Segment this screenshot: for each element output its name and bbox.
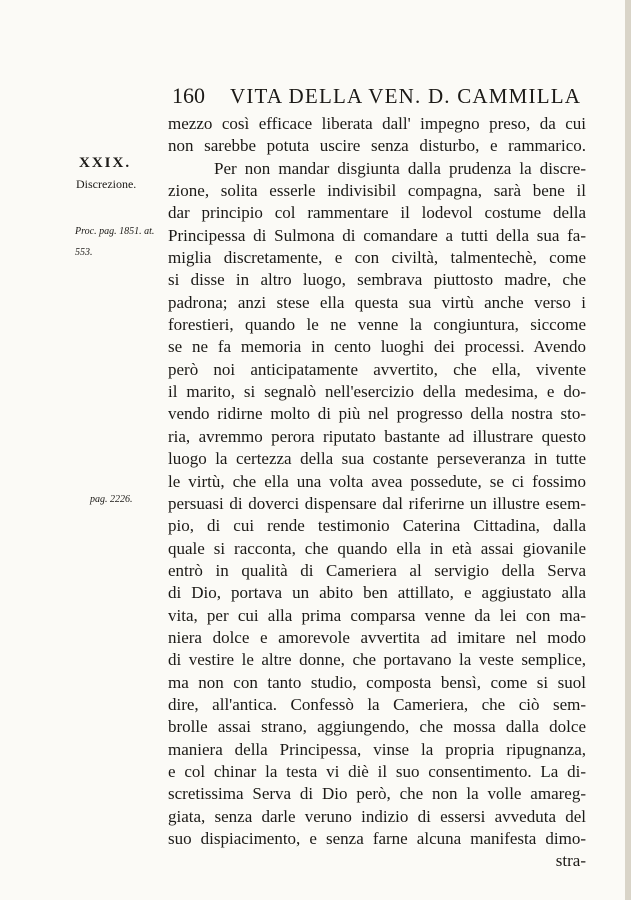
- text-line: niera dolce e amorevole avvertita ad imitare nel modo: [168, 627, 586, 647]
- text-line: e col chinar la testa vi diè il suo consentimento. La di-: [168, 761, 586, 781]
- section-number: XXIX.: [79, 155, 132, 171]
- paragraph-start-line: Per non mandar disgiunta dalla prudenza la discre-: [214, 158, 586, 178]
- text-line: però noi anticipatamente avvertito, che ella, vivente: [168, 359, 586, 379]
- text-line: zione, solita esserle indivisibil compagna, sarà bene il: [168, 181, 586, 201]
- text-line: scretissima Serva di Dio però, che non la volle amareg-: [168, 784, 586, 804]
- text-line: luogo la certezza della sua costante perseveranza in tutte: [168, 449, 586, 469]
- text-line: dire, all'antica. Confessò la Cameriera, che ciò sem-: [168, 694, 586, 714]
- text-line: ria, avremmo perora riputato bastante ad illustrare questo: [168, 426, 586, 446]
- text-line: maniera della Principessa, vinse la propria ripugnanza,: [168, 739, 586, 759]
- catchword: stra-: [555, 851, 586, 871]
- section-title: Discrezione.: [76, 177, 137, 191]
- text-line: Principessa di Sulmona di comandare a tutti della sua fa-: [168, 225, 586, 245]
- marginal-reference-2: pag. 2226.: [90, 494, 133, 505]
- text-line: di vestire le altre donne, che portavano la veste semplice,: [168, 650, 586, 670]
- text-line: vita, per cui alla prima comparsa venne da lei con ma-: [168, 605, 586, 625]
- text-line: pio, di cui rende testimonio Caterina Cittadina, dalla: [168, 516, 586, 536]
- text-line: le virtù, che ella una volta avea possedute, se ci fossimo: [168, 471, 586, 491]
- text-line: dar principio col rammentare il lodevol costume della: [168, 203, 586, 223]
- marginal-reference-1-continued: 553.: [75, 247, 93, 258]
- text-line: ma non con tanto studio, composta bensì, come si suol: [168, 672, 586, 692]
- text-line: si disse in altro luogo, sembrava piuttosto madre, che: [168, 270, 586, 290]
- running-title: VITA DELLA VEN. D. CAMMILLA: [230, 84, 582, 108]
- text-line: forestieri, quando le ne venne la congiuntura, siccome: [168, 315, 586, 335]
- text-line: padrona; anzi stese ella questa sua virtù anche verso i: [168, 292, 586, 312]
- text-line: suo dispiacimento, e senza farne alcuna manifesta dimo-: [168, 829, 586, 848]
- marginal-reference-1: Proc. pag. 1851. at.: [75, 226, 155, 237]
- text-line: mezzo così efficace liberata dall' impegno preso, da cui: [168, 114, 586, 133]
- text-line: persuasi di doverci dispensare dal riferirne un illustre esem-: [168, 493, 586, 513]
- text-line: miglia discretamente, e con civiltà, talmentechè, come: [168, 248, 586, 268]
- text-line: giata, senza darle veruno indizio di essersi avveduta del: [168, 806, 586, 826]
- text-line: vendo ridirne molto di più nel progresso della nostra sto-: [168, 404, 586, 424]
- text-line: quale si racconta, che quando ella in età assai giovanile: [168, 538, 586, 558]
- text-line: il marito, si segnalò nell'esercizio della medesima, e do-: [168, 382, 586, 402]
- text-line: non sarebbe potuta uscire senza disturbo, e rammarico.: [168, 136, 586, 156]
- page-number: 160: [172, 83, 205, 108]
- page-header: [168, 81, 588, 111]
- page-edge: [625, 0, 631, 900]
- text-line: se ne fa memoria in cento luoghi dei processi. Avendo: [168, 337, 586, 357]
- text-line: di Dio, portava un abito ben attillato, e aggiustato alla: [168, 583, 586, 603]
- text-line: entrò in qualità di Cameriera al servigio della Serva: [168, 560, 586, 580]
- text-line: brolle assai strano, aggiungendo, che mossa dalla dolce: [168, 717, 586, 737]
- body-text: [168, 113, 586, 873]
